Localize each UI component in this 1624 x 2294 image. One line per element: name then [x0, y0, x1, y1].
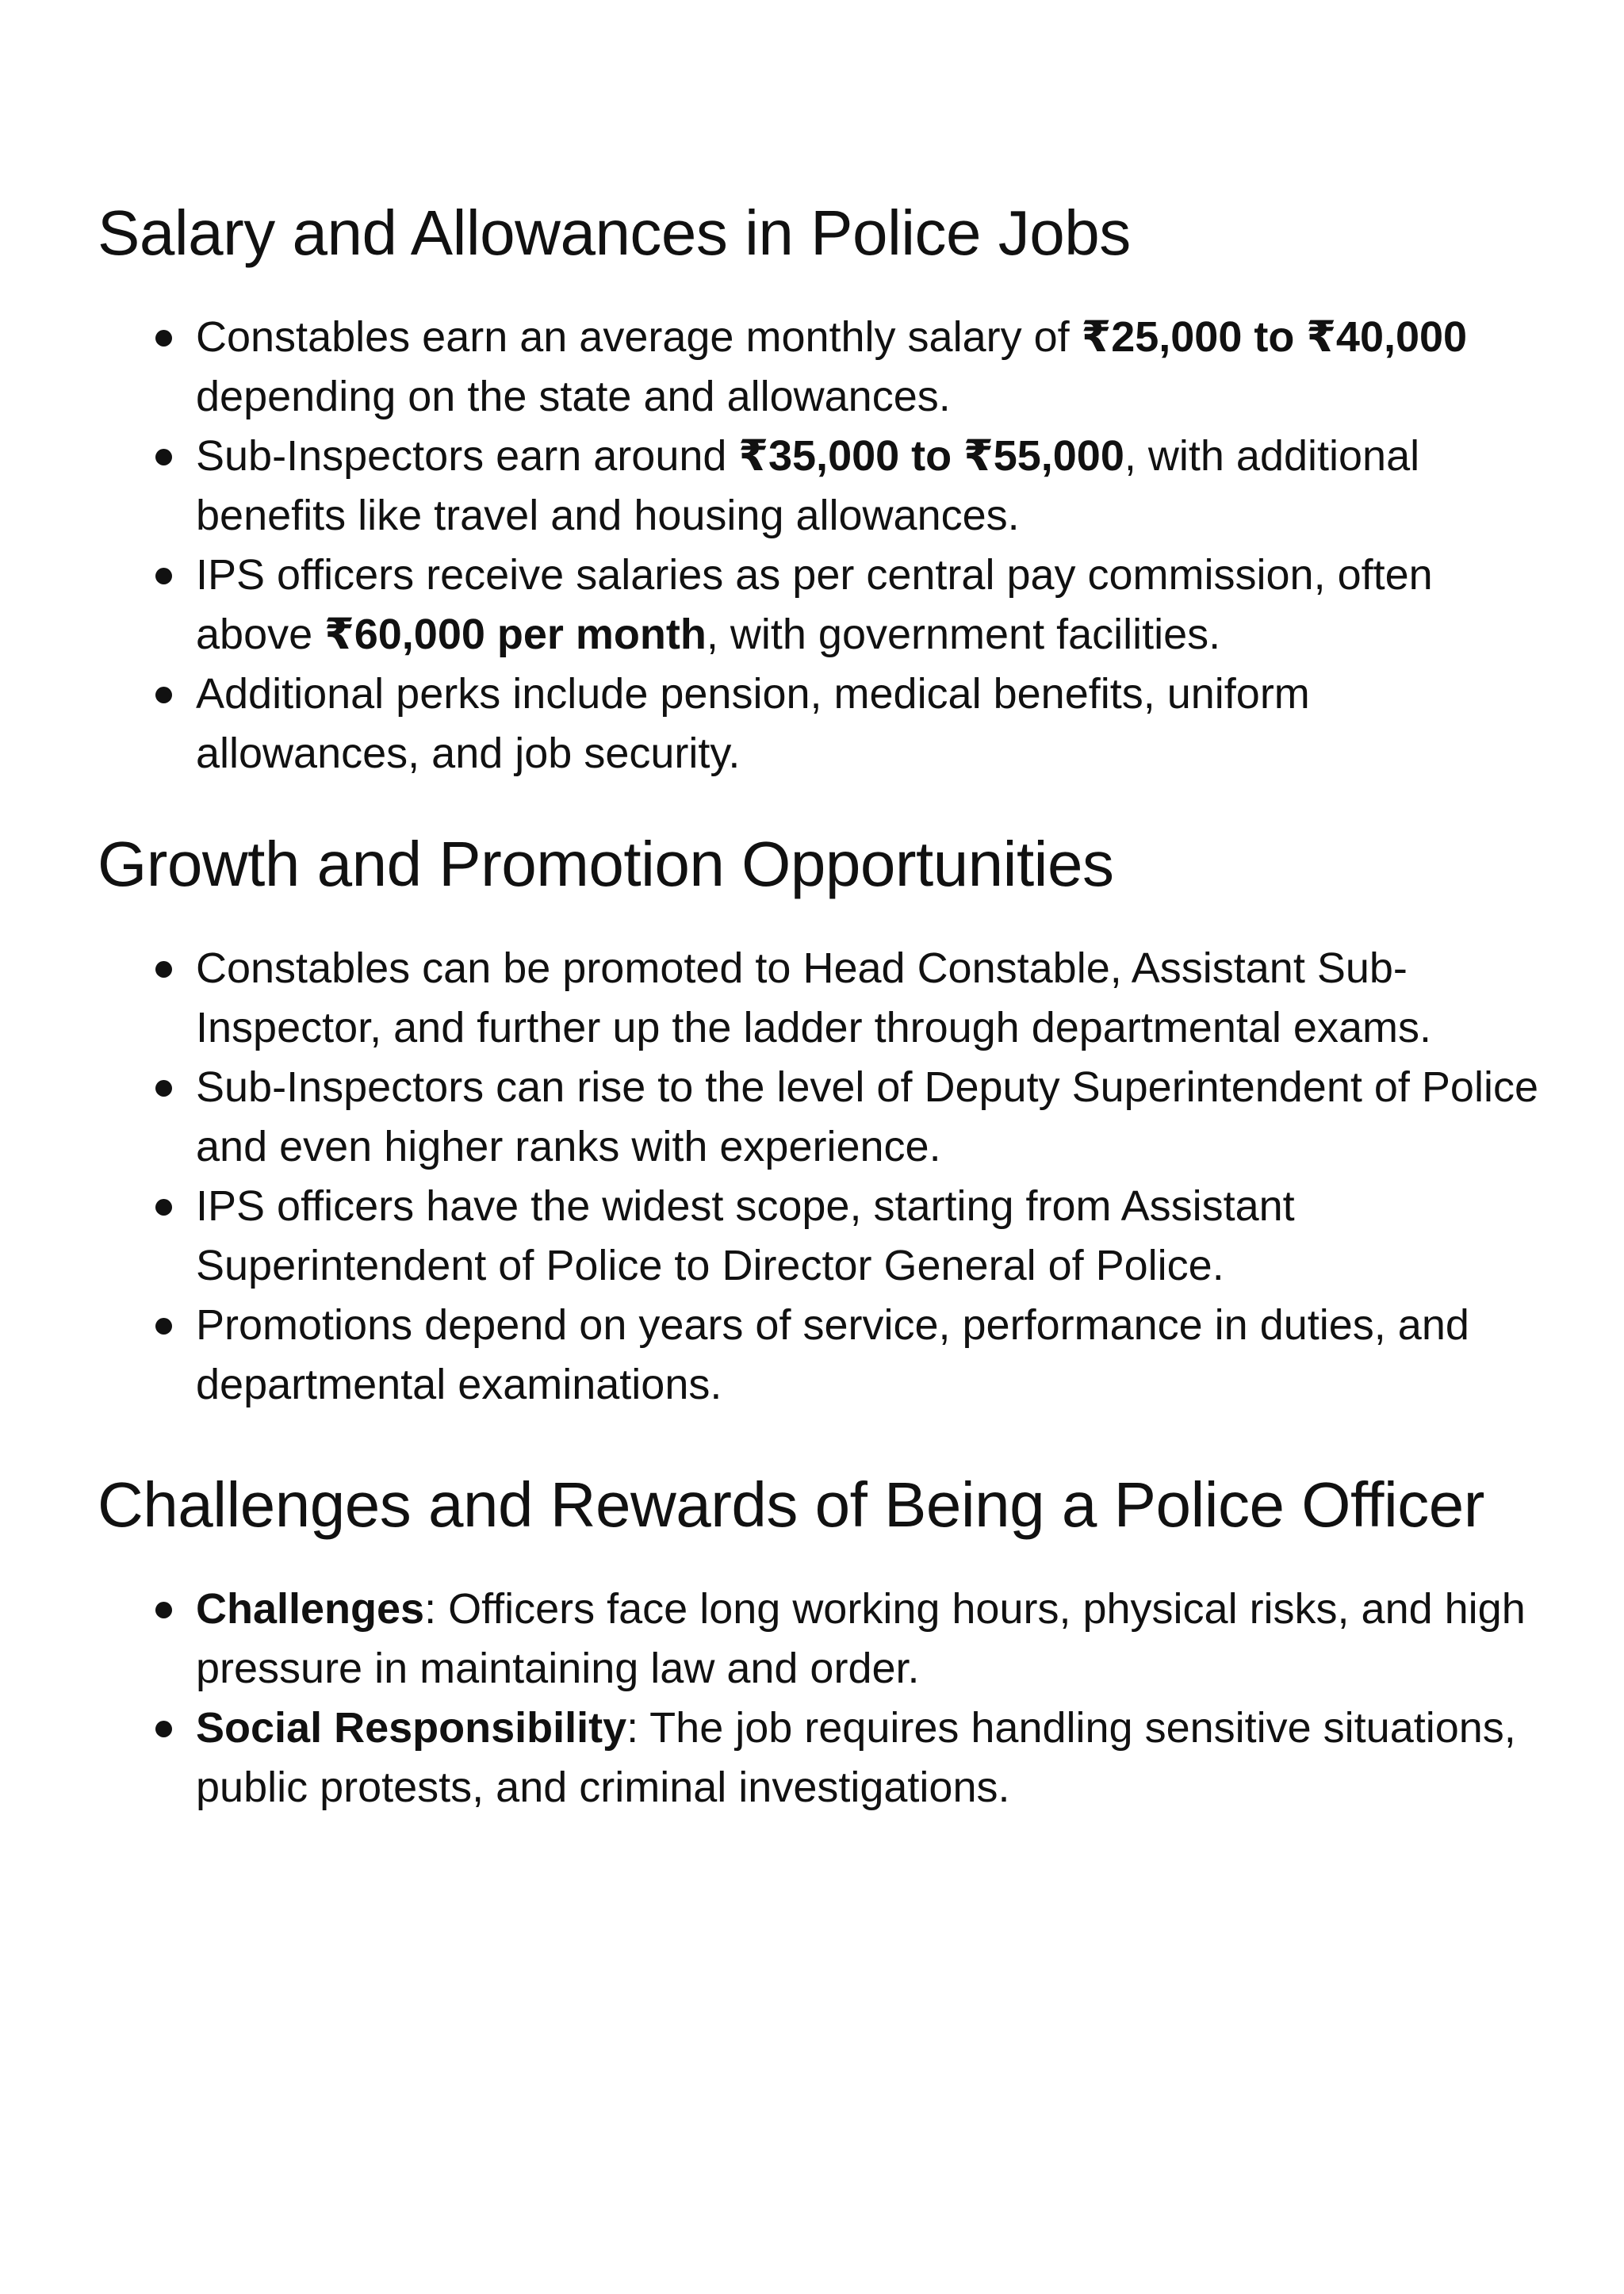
bullet-list-challenges [98, 1580, 1545, 1817]
bullet-list-growth [98, 939, 1545, 1415]
bullet-dot-icon [155, 961, 172, 978]
list-item: Constables earn an average monthly salary of ₹25,000 to ₹40,000 depending on the state and allowances. [98, 308, 1545, 427]
list-item: Promotions depend on years of service, performance in duties, and departmental examinations. [98, 1296, 1545, 1415]
section-heading-salary: Salary and Allowances in Police Jobs [98, 197, 1131, 268]
list-item: IPS officers have the widest scope, starting from Assistant Superintendent of Police to Director General of Police. [98, 1177, 1545, 1296]
list-item: Sub-Inspectors earn around ₹35,000 to ₹55,000, with additional benefits like travel and housing allowances. [98, 427, 1545, 546]
list-item: Sub-Inspectors can rise to the level of Deputy Superintendent of Police and even higher ranks with experience. [98, 1058, 1545, 1177]
bullet-dot-icon [155, 330, 172, 347]
bullet-dot-icon [155, 687, 172, 703]
bullet-dot-icon [155, 568, 172, 584]
bullet-dot-icon [155, 1199, 172, 1216]
list-item: Additional perks include pension, medical benefits, uniform allowances, and job security. [98, 664, 1545, 783]
section-heading-challenges: Challenges and Rewards of Being a Police Officer [98, 1469, 1484, 1540]
list-item: IPS officers receive salaries as per central pay commission, often above ₹60,000 per month, with government facilities. [98, 546, 1545, 664]
bullet-list-salary [98, 308, 1545, 783]
bullet-dot-icon [155, 1318, 172, 1335]
list-item: Constables can be promoted to Head Constable, Assistant Sub-Inspector, and further up the ladder through departmental exams. [98, 939, 1545, 1058]
list-item: Social Responsibility: The job requires handling sensitive situations, public protests, and criminal investigations. [98, 1698, 1545, 1817]
bullet-dot-icon [155, 1721, 172, 1737]
bullet-dot-icon [155, 1080, 172, 1097]
section-heading-growth: Growth and Promotion Opportunities [98, 829, 1114, 899]
list-item: Challenges: Officers face long working hours, physical risks, and high pressure in maintaining law and order. [98, 1580, 1545, 1698]
bullet-dot-icon [155, 449, 172, 465]
bullet-dot-icon [155, 1602, 172, 1618]
